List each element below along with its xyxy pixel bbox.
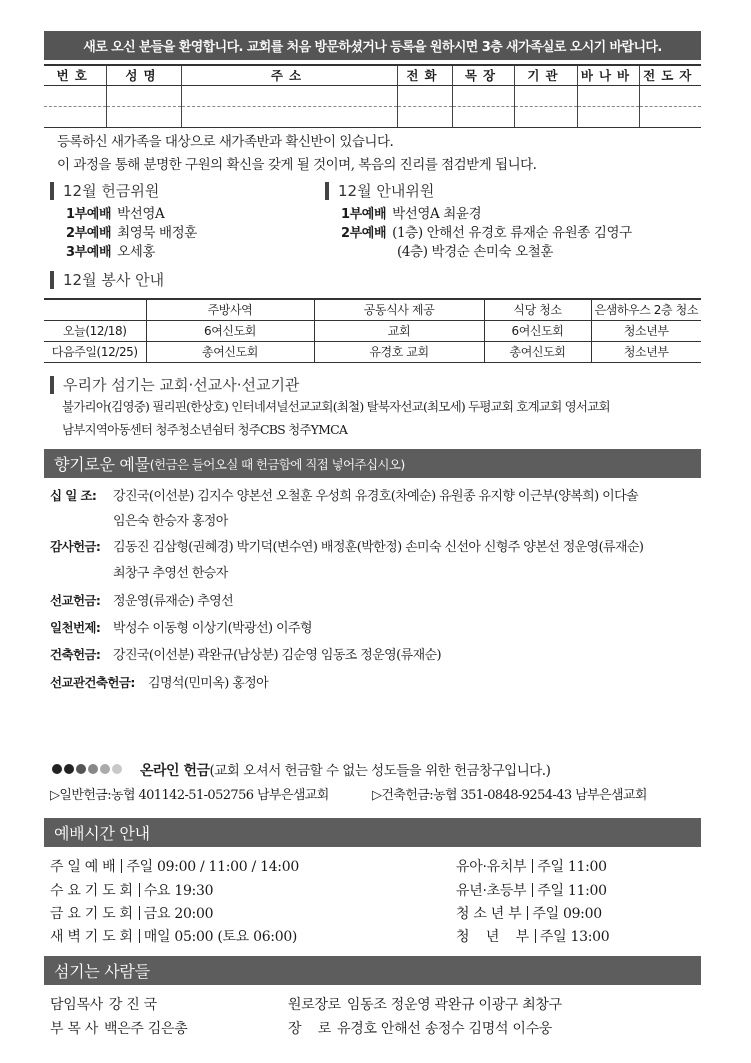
divider xyxy=(527,906,528,920)
dot-icon xyxy=(64,764,74,774)
cell: 청소년부 xyxy=(591,341,701,362)
staff-row xyxy=(288,994,562,1014)
online-offering-title: 온라인 헌금 xyxy=(140,763,210,779)
service-duty-title: 12월 봉사 안내 xyxy=(50,271,164,289)
staff-role: 담임목사 xyxy=(50,997,103,1013)
header-evangelist: 전도자 xyxy=(639,65,701,85)
service-duty-row xyxy=(44,320,701,341)
cell: 교회 xyxy=(314,320,484,341)
divider xyxy=(532,859,533,873)
header-number: 번호 xyxy=(44,65,106,85)
header-name: 성명 xyxy=(106,65,181,85)
newcomer-notice-line: 등록하신 새가족을 대상으로 새가족반과 확신반이 있습니다. xyxy=(57,134,394,150)
worship-time-row xyxy=(50,856,299,876)
header-phone: 전화 xyxy=(397,65,452,85)
worship-time-row xyxy=(50,880,213,900)
worship-time: 수요 19:30 xyxy=(143,883,214,899)
dot-icon xyxy=(100,764,110,774)
offering-label: 일천번제: xyxy=(50,620,101,635)
department-time-row xyxy=(456,880,607,900)
offering-names: 정운영(류재순) 추영선 xyxy=(113,594,234,609)
staff-names: 임동조 정운영 곽완규 이광구 최창구 xyxy=(346,997,562,1013)
registration-row[interactable] xyxy=(44,85,701,106)
offering-names: 강진국(이선분) 김지수 양본선 오철훈 우성희 유경호(차예순) 유원종 유지향 이근부(양복희) 이다솔 xyxy=(113,489,638,504)
names: 박선영A xyxy=(117,206,165,222)
department-label: 청 소 년 부 xyxy=(456,906,522,922)
decorative-dots xyxy=(52,764,122,774)
registration-table xyxy=(44,64,701,128)
department-time: 주일 13:00 xyxy=(539,929,610,945)
service-duty-header: 공동식사 제공 xyxy=(314,299,484,320)
building-offering-account: ▷건축헌금:농협 351-0848-9254-43 남부은샘교회 xyxy=(372,788,647,803)
service-duty-header: 식당 청소 xyxy=(484,299,591,320)
worship-label: 새 벽 기 도 회 xyxy=(50,929,133,945)
worship-label: 금 요 기 도 회 xyxy=(50,906,133,922)
worship-time: 매일 05:00 (토요 06:00) xyxy=(143,929,298,945)
dot-icon xyxy=(88,764,98,774)
dot-icon xyxy=(76,764,86,774)
cell: 총여신도회 xyxy=(484,341,591,362)
staff-role: 부 목 사 xyxy=(50,1021,98,1037)
worship-time-row xyxy=(50,903,213,923)
staff-names: 백은주 김은총 xyxy=(103,1021,188,1037)
usher-committee-title: 12월 안내위원 xyxy=(325,182,434,200)
offering-label: 선교관건축헌금: xyxy=(50,675,135,690)
service-duty-header: 주방사역 xyxy=(146,299,314,320)
offering-committee-row xyxy=(66,202,164,222)
offerings-title: 향기로운 예물 xyxy=(54,455,150,474)
department-time-row xyxy=(456,856,607,876)
department-label: 유아·유치부 xyxy=(456,859,527,875)
dot-icon xyxy=(112,764,122,774)
staff-names: 유경호 안해선 송정수 김명석 이수웅 xyxy=(337,1021,553,1037)
offering-label: 건축헌금: xyxy=(50,647,101,662)
department-label: 청 년 부 xyxy=(456,929,529,945)
offering-names: 최창구 추영선 한승자 xyxy=(113,566,228,581)
department-time: 주일 09:00 xyxy=(532,906,602,922)
header-mokjang: 목장 xyxy=(452,65,514,85)
service-duty-row xyxy=(44,341,701,362)
dot-icon xyxy=(52,764,62,774)
cell: 다음주일(12/25) xyxy=(44,341,146,362)
header-organization: 기관 xyxy=(514,65,577,85)
service-label: 1부예배 xyxy=(66,207,112,222)
header-address: 주소 xyxy=(181,65,397,85)
worship-label: 수 요 기 도 회 xyxy=(50,883,133,899)
cell: 총여신도회 xyxy=(146,341,314,362)
service-label: 3부예배 xyxy=(66,245,112,260)
newcomer-notice-line: 이 과정을 통해 분명한 구원의 확신을 갖게 될 것이며, 복음의 진리를 점검받게 됩니다. xyxy=(57,157,537,173)
service-duty-table xyxy=(44,298,701,363)
names: 오세홍 xyxy=(117,244,156,260)
staff-row xyxy=(50,994,157,1014)
offerings-title-bar xyxy=(44,449,701,478)
online-offering-heading xyxy=(140,759,550,780)
offering-names: 김동진 김삼형(권혜경) 박기덕(변수연) 배정훈(박한정) 손미숙 신선아 신형주 양본선 정운영(류재순) xyxy=(113,540,644,555)
staff-title: 섬기는 사람들 xyxy=(44,956,701,985)
offering-names: 임은숙 한승자 홍정아 xyxy=(113,514,228,529)
service-duty-header: 은샘하우스 2층 청소 xyxy=(591,299,701,320)
worship-time: 주일 09:00 / 11:00 / 14:00 xyxy=(126,859,299,875)
service-duty-header xyxy=(44,299,146,320)
welcome-banner: 새로 오신 분들을 환영합니다. 교회를 처음 방문하셨거나 등록을 원하시면 3층 새가족실로 오시기 바랍니다. xyxy=(44,31,701,60)
service-duty-header-row xyxy=(44,299,701,320)
staff-row xyxy=(288,1018,552,1038)
mission-line: 불가리아(김영중) 필리핀(한상호) 인터네셔널선교교회(최철) 탈북자선교(최모세) 두평교회 호계교회 영서교회 xyxy=(62,399,610,414)
staff-role: 장 로 xyxy=(288,1021,332,1037)
usher-committee-row xyxy=(341,221,632,241)
worship-time: 금요 20:00 xyxy=(143,906,214,922)
offerings-subtitle: (헌금은 들어오실 때 헌금함에 직접 넣어주십시오) xyxy=(149,456,405,472)
registration-row[interactable] xyxy=(44,106,701,127)
online-offering-desc: (교회 오셔서 헌금할 수 없는 성도들을 위한 헌금창구입니다.) xyxy=(209,763,551,779)
divider xyxy=(139,906,140,920)
cell: 유경호 교회 xyxy=(314,341,484,362)
registration-header-row xyxy=(44,65,701,85)
worship-label: 주 일 예 배 xyxy=(50,859,116,875)
names: (1층) 안해선 유경호 류재순 유원종 김영구 xyxy=(392,225,632,241)
staff-names: 강 진 국 xyxy=(108,997,157,1013)
department-time: 주일 11:00 xyxy=(537,859,607,875)
cell: 오늘(12/18) xyxy=(44,320,146,341)
staff-role: 원로장로 xyxy=(288,997,341,1013)
department-label: 유년·초등부 xyxy=(456,883,527,899)
divider xyxy=(535,929,536,943)
staff-row xyxy=(50,1018,187,1038)
department-time: 주일 11:00 xyxy=(537,883,607,899)
divider xyxy=(532,883,533,897)
worship-times-title: 예배시간 안내 xyxy=(44,818,701,847)
divider xyxy=(139,929,140,943)
service-label: 2부예배 xyxy=(341,226,387,241)
cell: 6여신도회 xyxy=(146,320,314,341)
offering-label: 십 일 조: xyxy=(50,488,97,503)
offering-committee-row xyxy=(66,240,155,260)
offering-committee-row xyxy=(66,221,197,241)
offering-names: 강진국(이선분) 곽완규(남상분) 김순영 임동조 정운영(류재순) xyxy=(113,648,441,663)
cell: 청소년부 xyxy=(591,320,701,341)
offering-names: 박성수 이동형 이상기(박광선) 이주형 xyxy=(113,621,312,636)
department-time-row xyxy=(456,903,602,923)
worship-time-row xyxy=(50,926,297,946)
department-time-row xyxy=(456,926,609,946)
mission-line: 남부지역아동센터 청주청소년쉼터 청주CBS 청주YMCA xyxy=(62,422,348,437)
cell: 6여신도회 xyxy=(484,320,591,341)
divider xyxy=(139,883,140,897)
header-barnabas: 바나바 xyxy=(577,65,639,85)
usher-committee-row xyxy=(397,240,553,260)
divider xyxy=(121,859,122,873)
names: 최영묵 배정훈 xyxy=(117,225,197,241)
offering-names: 김명석(민미옥) 홍정아 xyxy=(148,676,269,691)
service-label: 2부예배 xyxy=(66,226,112,241)
mission-title: 우리가 섬기는 교회·선교사·선교기관 xyxy=(50,376,299,394)
general-offering-account: ▷일반헌금:농협 401142-51-052756 남부은샘교회 xyxy=(50,788,329,803)
names: (4층) 박경순 손미숙 오철훈 xyxy=(397,244,554,260)
service-label: 1부예배 xyxy=(341,207,387,222)
offering-label: 선교헌금: xyxy=(50,593,101,608)
offering-label: 감사헌금: xyxy=(50,539,101,554)
names: 박선영A 최윤경 xyxy=(392,206,482,222)
offering-committee-title: 12월 헌금위원 xyxy=(50,182,159,200)
usher-committee-row xyxy=(341,202,481,222)
